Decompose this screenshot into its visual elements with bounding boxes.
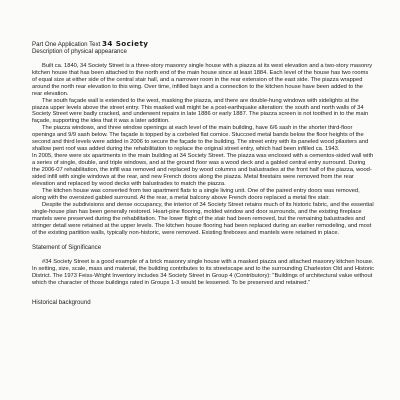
paragraph: Built ca. 1840, 34 Society Street is a three-story masonry single house with a piazza at its west elevation and a two-story masonry kitchen house that has been attached to the north end of the main house since at least 1884. Each level of the house has two rooms of equal size at either side of the central stair hall, and a narrower room in the rear extension of the east side. The piazza wrapped around the north rear elevation to this wing. Over time, infilled bays and a connection to the kitchen house have been added to the rear elevation. xyxy=(32,62,373,97)
application-header xyxy=(32,40,374,48)
paragraph: The piazza windows, and three window openings at each level of the main building, have 6/6 sash in the shorter third-floor openings and 9/9 sash below. The façade is topped by a corbeled flat cornice. Stuccoed metal bands below the floor heights of the second and third levels were added in 2006 to secure the façade to the building. The street entry with its paneled wood pilasters and shallow pent roof was added during the rehabilitation to replace the original street entry, which had been infilled ca. 1943. xyxy=(32,125,369,153)
paragraph: Despite the subdivisions and dense occupancy, the interior of 34 Society Street retains much of its historic fabric, and the essential single-house plan has been generally restored. Heart-pine flooring, molded window and door surrounds, and the existing fireplace mantels were preserved during the rehabilitation. The lower flight of the stair had been removed, but the remaining balustrades and stringer detail were retained at the upper levels. The kitchen house flooring had been replaced during an earlier remodeling, and most of the existing partition walls, typically non-historic, were removed. Existing fireboxes and mantels were retained in place. xyxy=(32,201,374,236)
section-heading-significance: Statement of Significance xyxy=(32,243,102,251)
handwritten-annotation: 34 Society xyxy=(102,39,149,48)
paragraph: #34 Society Street is a good example of a brick masonry single house with a masked piazza and attached masonry kitchen house. In setting, size, scale, mass and material, the building contributes to its streetscape and to the surrounding Charleston Old and Historic District. The 1973 Feiss-Wright Inventory includes 34 Society Street in Group 4 (Contributory): "Buildings of architectural value without which the character of those buildings rated in Groups 1-3 would be lessened. To be preserved and retained." xyxy=(32,259,374,286)
paragraph: The kitchen house was converted from two apartment flats to a single living unit. One of the paired entry doors was removed, along with the oversized gabled surround. At the rear, a metal balcony above French doors replaced a metal fire stair. xyxy=(32,187,360,201)
paragraph: In 2005, there were six apartments in the main building at 34 Society Street. The piazza was enclosed with a cementos-sided wall with a series of single, double, and triple windows, and at the ground floor was a wood deck and a gabled central entry surround. During the 2006-07 rehabilitation, the infill was removed and replaced by wood columns and balustrades at the front half of the piazza, wood-sided infill with single windows at the rear, and new French doors along the piazza. Metal firestairs were removed from the rear elevation and replaced by wood decks with balustrades to match the piazza. xyxy=(32,153,374,188)
section-heading-description: Description of physical appearance xyxy=(32,48,127,56)
document-body xyxy=(32,40,374,314)
section-heading-history: Historical background xyxy=(32,298,91,306)
header-prefix: Part One Application Text xyxy=(32,41,101,48)
paragraph: The south façade wall is extended to the west, masking the piazza, and there are double-hung windows with sidelights at the piazza upper levels above the street entry. This masked wall might be a post-earthquake alteration: the south and north walls of 34 Society Street were badly cracked, and underwent repairs in late 1886 or early 1887. The piazza screen is not toothed in to the main façade, supporting the idea that it was a later addition. xyxy=(32,97,369,125)
